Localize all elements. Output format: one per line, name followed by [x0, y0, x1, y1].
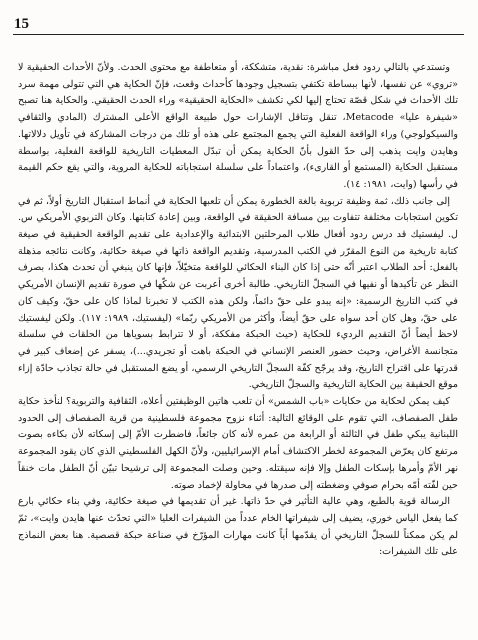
paragraph-2: إلى جانب ذلك، ثمة وظيفة تربوية بالغة الخطورة يمكن أن تلعبها الحكاية في أنماط استقبال التاريخ أولاً، ثم في تكوين استجابات مختلفة تتفاوت بين مسافة الحقيقة في الواقعة، وبين إعادة كتابتها. وكان التربوي الأمريكي س. ل. ليفستيك قد درس ردود أفعال طلاب المرحلتين الابتدائية والإعدادية على تقديم الواقعة الحقيقية في صيغة كتابة تاريخية من النوع المقرّر في الكتب المدرسية، وتقديم الواقعة ذاتها في صيغة حكائية، وكانت نتائجه مذهلة بالفعل: أحد الطلاب اعتبر أنّه حتى إذا كان البناء الحكائي للواقعة متخيّلاً، فإنها كان ينبغي أن تحدث هكذا، بصرف النظر عن تأكيدها أو نفيها في السجلّ التاريخي. طالبة أخرى أعربت عن شكّها في صورة تقديم الإنسان الأمريكي في كتب التاريخ الرسمية: «إنه يبدو على حقّ دائماً، ولكن هذه الكتب لا تخبرنا لماذا كان على حقّ، وكيف كان على حقّ، وهل كان أحد سواه على حقّ أيضاً، وأكثر من الأمريكي ربّما» (ليفستيك، ١٩٨٩: ١١٧). ولكن ليفستيك لاحظ أيضاً أنّ التقديم الرديء للحكاية (حيث الحبكة مفككة، أو لا تترابط بسوياها من الحلقات في سلسلة متجانسة الأغراض، وحيث حضور العنصر الإنساني في الحبكة باهت أو تجريدي...)، يسفر عن إضعاف كبير في قدرتها على اقتراح التاريخ، وقد يرجّح كفّة السجلّ التاريخي الرسمي، أو يضع المستقبل في حالة تجاذب حادّة إزاء موقع الحقيقة بين الحكاية التاريخية والسجلّ التاريخي. — [18, 195, 458, 391]
header-rule — [13, 34, 464, 35]
page-number: 15 — [14, 16, 29, 32]
paragraph-4: الرسالة قوية بالطبع، وهي عالية التأثير في حدّ ذاتها. غير أن تقديمها في صيغة حكائية، وفي بناء حكائي بارع كما يفعل الياس خوري، يضيف إلى شيفراتها الخام عدداً من الشيفرات العليا «التي تحدّث عنها هايدن وايت»، ثمّ لم يكن ممكناً للسجلّ التاريخي أن يقدّمها أياً كانت مهارات المؤرّخ في صناعة حبكة قصصية. هنا بعض النماذج على تلك الشيفرات: — [18, 496, 458, 558]
paragraph-1: وتستدعي بالتالي ردود فعل مباشرة: نقدية، متشككة، أو متعاطفة مع محتوى الحدث. ولأنّ الأحداث الحقيقية لا «تروي» عن نفسها، لأنها ببساطة تكتفي بتسجيل وجودها كأحداث وقعت، فإنّ الحكاية هي التي تتولى مهمة سرد تلك الأحداث في شكل قصّة تحتاج إليها لكي تكشف «الحكاية الحقيقية» وراء الحدث الحقيقي. والحكاية هنا تصبح «شيفرة عليا» Metacode، تنقل وتتاقل الإشارات حول طبيعة الواقع الأعلى المشترك (المادي والثقافي والسيكولوجي) وراء الواقعة الفعلية التي يجمع المجتمع على هذه أو تلك من درجات المشاركة في تأويل دلالاتها. وهايدن وايت يذهب إلى حدّ القول بأنّ الحكاية يمكن أن تبدّل المعطيات التاريخية للواقعة الفعلية، بواسطة مستقبل الحكاية (المستمع أو القارىء)، واعتماداً على سلسلة استجاباته للحكاية المروية، والتي يقع حكم القيمة في رأسها (وايت، ١٩٨١: ١٤). — [18, 62, 458, 190]
paragraph-3: كيف يمكن لحكاية من حكايات «باب الشمس» أن تلعب هاتين الوظيفتين أعلاه، الثقافية والتربوية؟ لنأخذ حكاية طفل الصفصاف، التي تقوم على الوقائع التالية: أثناء نزوح مجموعة فلسطينية من قرية الصفصاف إلى الحدود اللبنانية يبكي طفل في الثالثة أو الرابعة من عمره لأنه كان جائعاً، فاضطرت الأمّ إلى إسكاته لأن بكاءه بصوت مرتفع كان يعرّض المجموعة لخطر الاكتشاف أمام الإسرائيليين، ولأنّ الكهل الفلسطيني الذي كان يقود المجموعة نهر الأمّ وأمرها بإسكات الطفل وإلا فإنه سيقتله. وحين وصلت المجموعة إلى ترشيحا تبيّن أنّ الطفل مات خنقاً حين لفّته أمّه بحرام صوفي وضغطته إلى صدرها في محاولة لإخماد صوته. — [18, 396, 458, 491]
body-text — [18, 60, 458, 561]
